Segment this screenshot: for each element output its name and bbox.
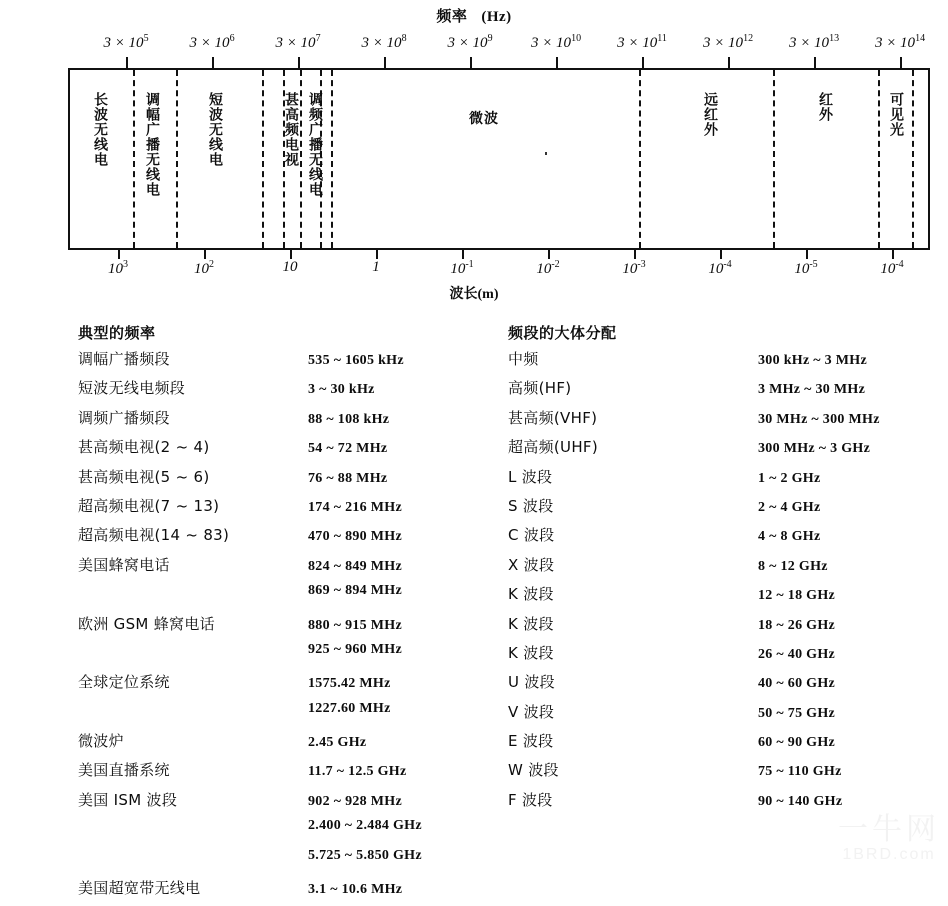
row-value: 174 ~ 216 MHz bbox=[308, 499, 402, 515]
wavelength-tick-label: $10^{-3}$ bbox=[622, 259, 646, 277]
row-name: X 波段 bbox=[508, 555, 555, 574]
row-name: 调频广播频段 bbox=[78, 408, 170, 427]
print-speck bbox=[545, 152, 547, 155]
wavelength-tick bbox=[462, 248, 464, 259]
wavelength-tick bbox=[548, 248, 550, 259]
row-value: 75 ~ 110 GHz bbox=[758, 764, 842, 780]
row-name: U 波段 bbox=[508, 673, 555, 692]
wavelength-tick bbox=[204, 248, 206, 259]
frequency-tick-label: $3 \times 10^{11}$ bbox=[617, 33, 667, 51]
row-value: 3 ~ 30 kHz bbox=[308, 382, 375, 398]
row-name: 中频 bbox=[508, 350, 539, 368]
wavelength-tick bbox=[806, 248, 808, 259]
row-name: 短波无线电频段 bbox=[78, 379, 186, 398]
frequency-tick bbox=[814, 57, 816, 68]
watermark-chinese: 一牛网 bbox=[838, 811, 940, 847]
spectrum-band-label: 长波无线电 bbox=[92, 92, 108, 167]
frequency-tick bbox=[556, 57, 558, 68]
row-name: 超高频电视(7 ~ 13) bbox=[78, 496, 220, 515]
frequency-tick-label: $3 \times 10^5$ bbox=[103, 33, 149, 51]
frequency-tick bbox=[900, 57, 902, 68]
spectrum-band-label: 可见光 bbox=[888, 92, 904, 137]
row-name: 超高频电视(14 ~ 83) bbox=[78, 526, 230, 545]
wavelength-axis-unit: (m) bbox=[477, 287, 499, 302]
frequency-tick bbox=[212, 57, 214, 68]
wavelength-tick-label: $10^2$ bbox=[194, 259, 214, 277]
electromagnetic-spectrum-chart bbox=[0, 0, 948, 310]
band-separator bbox=[912, 70, 914, 248]
table-row bbox=[508, 642, 928, 671]
row-value: 902 ~ 928 MHz bbox=[308, 793, 402, 809]
row-name: L 波段 bbox=[508, 467, 553, 486]
frequency-axis-unit: (Hz) bbox=[481, 9, 512, 25]
table-row bbox=[78, 466, 478, 495]
frequency-tick-label: $3 \times 10^{13}$ bbox=[788, 33, 840, 51]
spectrum-band-label: 甚高频电视 bbox=[283, 92, 299, 167]
left-table-header: 典型的频率 bbox=[78, 324, 156, 342]
row-value: 26 ~ 40 GHz bbox=[758, 646, 836, 662]
row-name: W 波段 bbox=[508, 761, 559, 780]
row-value: 1227.60 MHz bbox=[308, 700, 391, 716]
spectrum-band-label: 调幅广播无线电 bbox=[144, 92, 160, 197]
row-value: 3.1 ~ 10.6 MHz bbox=[308, 882, 403, 898]
band-separator bbox=[300, 70, 302, 248]
row-value: 11.7 ~ 12.5 GHz bbox=[308, 764, 407, 780]
wavelength-tick bbox=[720, 248, 722, 259]
row-name: 美国 ISM 波段 bbox=[78, 790, 178, 809]
row-name: 微波炉 bbox=[78, 732, 124, 751]
band-separator bbox=[878, 70, 880, 248]
row-name: 美国超宽带无线电 bbox=[78, 879, 201, 898]
table-row bbox=[508, 407, 928, 436]
row-name: 甚高频(VHF) bbox=[508, 408, 598, 427]
row-name: E 波段 bbox=[508, 732, 554, 751]
row-name: 调幅广播频段 bbox=[78, 350, 170, 368]
row-value: 90 ~ 140 GHz bbox=[758, 793, 843, 809]
table-row bbox=[78, 554, 478, 583]
frequency-tick bbox=[642, 57, 644, 68]
row-name: C 波段 bbox=[508, 526, 555, 545]
wavelength-tick bbox=[634, 248, 636, 259]
row-name: 美国直播系统 bbox=[78, 761, 170, 780]
row-name: 甚高频电视(2 ~ 4) bbox=[78, 438, 210, 457]
wavelength-tick bbox=[892, 248, 894, 259]
table-row bbox=[78, 789, 478, 818]
wavelength-tick-label: $10^{-1}$ bbox=[450, 259, 474, 277]
table-row bbox=[78, 877, 478, 906]
right-table-header: 频段的大体分配 bbox=[508, 324, 617, 342]
row-name: K 波段 bbox=[508, 614, 554, 633]
row-value: 869 ~ 894 MHz bbox=[308, 583, 402, 599]
table-row bbox=[508, 377, 928, 406]
row-value: 5.725 ~ 5.850 GHz bbox=[308, 847, 422, 863]
frequency-tick-label: $3 \times 10^9$ bbox=[447, 33, 493, 51]
row-name: K 波段 bbox=[508, 585, 554, 604]
table-row bbox=[78, 848, 478, 877]
row-value: 470 ~ 890 MHz bbox=[308, 529, 402, 545]
frequency-tick bbox=[470, 57, 472, 68]
band-separator bbox=[773, 70, 775, 248]
row-name: 甚高频电视(5 ~ 6) bbox=[78, 467, 210, 486]
wavelength-axis-line bbox=[68, 248, 930, 250]
table-row bbox=[508, 730, 928, 759]
row-value: 30 MHz ~ 300 MHz bbox=[758, 411, 880, 427]
table-row bbox=[78, 642, 478, 671]
wavelength-tick-label: $10^{-5}$ bbox=[794, 259, 818, 277]
frequency-tick-label: $3 \times 10^{12}$ bbox=[702, 33, 754, 51]
band-separator bbox=[176, 70, 178, 248]
spectrum-band-label: 微波 bbox=[469, 111, 499, 127]
left-table-body bbox=[78, 348, 478, 906]
row-value: 2.45 GHz bbox=[308, 735, 367, 751]
table-row bbox=[78, 407, 478, 436]
wavelength-tick-label: $10^{-4}$ bbox=[880, 259, 904, 277]
table-row bbox=[78, 701, 478, 730]
chart-left-border bbox=[68, 68, 70, 248]
row-value: 300 MHz ~ 3 GHz bbox=[758, 441, 871, 457]
typical-frequencies-table bbox=[78, 322, 478, 906]
row-name: K 波段 bbox=[508, 643, 554, 662]
table-row bbox=[78, 818, 478, 847]
table-row bbox=[508, 583, 928, 612]
row-name: 超高频(UHF) bbox=[508, 438, 598, 457]
row-value: 824 ~ 849 MHz bbox=[308, 558, 402, 574]
frequency-tick-label: $3 \times 10^8$ bbox=[361, 33, 407, 51]
table-row bbox=[78, 377, 478, 406]
frequency-tick-label: $3 \times 10^6$ bbox=[189, 33, 235, 51]
table-row bbox=[508, 613, 928, 642]
band-separator bbox=[133, 70, 135, 248]
row-value: 54 ~ 72 MHz bbox=[308, 441, 388, 457]
table-row bbox=[78, 436, 478, 465]
wavelength-tick-label: 1 bbox=[372, 259, 380, 275]
frequency-tick-label: $3 \times 10^{14}$ bbox=[874, 33, 926, 51]
row-name: V 波段 bbox=[508, 702, 555, 721]
table-row bbox=[78, 730, 478, 759]
band-separator bbox=[639, 70, 641, 248]
table-row bbox=[78, 613, 478, 642]
table-row bbox=[78, 759, 478, 788]
site-watermark bbox=[838, 811, 940, 864]
row-value: 76 ~ 88 MHz bbox=[308, 470, 388, 486]
row-value: 8 ~ 12 GHz bbox=[758, 558, 828, 574]
table-row bbox=[508, 466, 928, 495]
band-separator bbox=[331, 70, 333, 248]
row-value: 40 ~ 60 GHz bbox=[758, 676, 836, 692]
table-row bbox=[508, 524, 928, 553]
row-name: 美国蜂窝电话 bbox=[78, 555, 170, 574]
table-row bbox=[508, 436, 928, 465]
row-name: 欧洲 GSM 蜂窝电话 bbox=[78, 614, 215, 633]
wavelength-tick-label: $10^3$ bbox=[108, 259, 128, 277]
frequency-tick bbox=[384, 57, 386, 68]
wavelength-tick-label: 10 bbox=[282, 259, 298, 275]
spectrum-band-label: 短波无线电 bbox=[207, 92, 223, 167]
spectrum-band-label: 调频广播无线电 bbox=[307, 92, 323, 197]
row-value: 1575.42 MHz bbox=[308, 676, 391, 692]
frequency-axis-label: 频率 bbox=[436, 9, 468, 25]
frequency-tick-label: $3 \times 10^7$ bbox=[275, 33, 321, 51]
row-value: 88 ~ 108 kHz bbox=[308, 411, 390, 427]
band-allocation-table bbox=[508, 322, 928, 818]
row-name: S 波段 bbox=[508, 496, 554, 515]
band-separator bbox=[262, 70, 264, 248]
table-row bbox=[78, 583, 478, 612]
table-row bbox=[78, 348, 478, 377]
row-value: 1 ~ 2 GHz bbox=[758, 470, 821, 486]
wavelength-axis-label: 波长 bbox=[449, 287, 478, 302]
wavelength-tick bbox=[376, 248, 378, 259]
wavelength-tick-label: $10^{-2}$ bbox=[536, 259, 560, 277]
row-value: 12 ~ 18 GHz bbox=[758, 588, 836, 604]
row-value: 60 ~ 90 GHz bbox=[758, 735, 836, 751]
frequency-tick-label: $3 \times 10^{10}$ bbox=[530, 33, 582, 51]
table-row bbox=[508, 348, 928, 377]
wavelength-tick-label: $10^{-4}$ bbox=[708, 259, 732, 277]
table-row bbox=[508, 759, 928, 788]
frequency-tick bbox=[728, 57, 730, 68]
row-name: F 波段 bbox=[508, 790, 553, 809]
chart-right-border bbox=[928, 68, 930, 248]
table-row bbox=[78, 495, 478, 524]
spectrum-band-label: 远红外 bbox=[702, 92, 718, 137]
row-value: 925 ~ 960 MHz bbox=[308, 641, 402, 657]
wavelength-axis-title bbox=[0, 283, 948, 303]
row-value: 880 ~ 915 MHz bbox=[308, 617, 402, 633]
table-row bbox=[78, 524, 478, 553]
table-row bbox=[508, 671, 928, 700]
watermark-domain: 1BRD.com bbox=[842, 845, 936, 863]
row-name: 全球定位系统 bbox=[78, 673, 170, 692]
row-value: 18 ~ 26 GHz bbox=[758, 617, 836, 633]
row-value: 535 ~ 1605 kHz bbox=[308, 353, 404, 368]
table-row bbox=[508, 554, 928, 583]
frequency-axis-line bbox=[68, 68, 930, 70]
table-row bbox=[508, 701, 928, 730]
frequency-tick bbox=[126, 57, 128, 68]
frequency-tick bbox=[298, 57, 300, 68]
row-value: 2.400 ~ 2.484 GHz bbox=[308, 818, 422, 834]
row-value: 300 kHz ~ 3 MHz bbox=[758, 353, 867, 368]
row-value: 3 MHz ~ 30 MHz bbox=[758, 382, 866, 398]
right-table-body bbox=[508, 348, 928, 818]
row-value: 50 ~ 75 GHz bbox=[758, 705, 836, 721]
row-value: 2 ~ 4 GHz bbox=[758, 499, 821, 515]
row-value: 4 ~ 8 GHz bbox=[758, 529, 821, 545]
table-row bbox=[78, 671, 478, 700]
table-row bbox=[508, 789, 928, 818]
wavelength-tick bbox=[118, 248, 120, 259]
table-row bbox=[508, 495, 928, 524]
row-name: 高频(HF) bbox=[508, 379, 572, 398]
wavelength-tick bbox=[290, 248, 292, 259]
spectrum-band-label: 红外 bbox=[817, 92, 833, 122]
